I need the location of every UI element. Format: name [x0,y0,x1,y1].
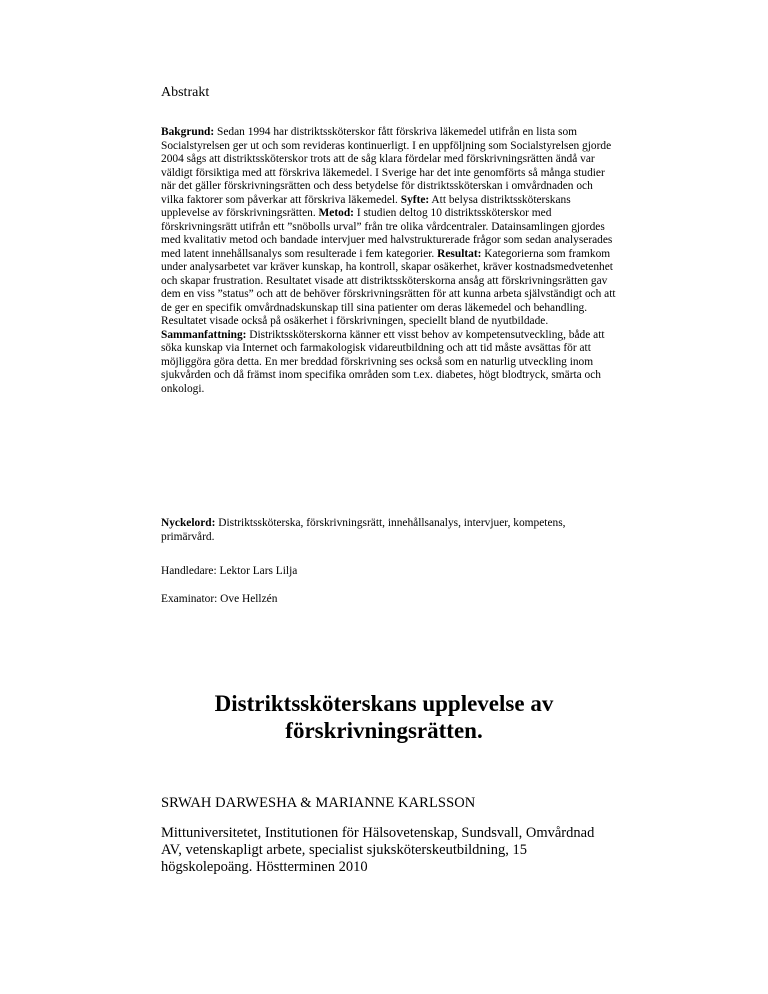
results-text: Kategorierna som framkom under analysarbetet var kräver kunskap, ha kontroll, skapar osäkerhet, kräver kostnadsmedvetenhet och skapar frustration. Resultatet visade att distriktssköterskorna ansåg att förskrivningsrätten gav dem en viss ”status” och att de behöver förskrivningsrätten för att kunna arbeta självständigt och att de ger en specifik omvårdnadskunskap till sina patienter om deras läkemedel och behandling. Resultatet visade också på osäkerhet i förskrivningen, speciellt bland de nyutbildade. [161,247,616,327]
abstract-body [161,126,616,396]
keywords [161,517,601,544]
background-label: Bakgrund: [161,126,215,138]
method-text: I studien deltog 10 distriktssköterskor med förskrivningsrätt utifrån ett ”snöbolls urval” från tre olika vårdcentraler. Datainsamlingen gjordes med kvalitativ metod och bandade intervjuer med halvstrukturerade frågor som sedan analyserades med latent innehållsanalys som resulterade i fem kategorier. [161,207,613,260]
aim-label: Syfte: [400,193,430,206]
examiner: Examinator: Ove Hellzén [161,593,278,605]
results-label: Resultat: [437,247,482,260]
affiliation: Mittuniversitetet, Institutionen för Hälsovetenskap, Sundsvall, Omvårdnad AV, vetenskapligt arbete, specialist sjuksköterskeutbildning, 15 högskolepoäng. Höstterminen 2010 [161,825,595,875]
supervisor: Handledare: Lektor Lars Lilja [161,565,298,577]
aim-text: Att belysa distriktssköterskans upplevelse av förskrivningsrätten. [161,193,571,219]
authors: SRWAH DARWESHA & MARIANNE KARLSSON [161,795,476,811]
abstract-heading: Abstrakt [161,85,210,100]
keywords-label: Nyckelord: [161,517,216,529]
thesis-title: Distriktssköterskans upplevelse av förskrivningsrätten. [214,691,554,743]
summary-label: Sammanfattning: [161,328,247,341]
background-text: Sedan 1994 har distriktssköterskor fått förskriva läkemedel utifrån en lista som Socialstyrelsen ger ut och som revideras kontinuerligt. I en uppföljning som Socialstyrelsen gjorde 2004 sågs att distriktssköterskor trots att de såg klara fördelar med förskrivningsrätten ändå var väldigt försiktiga med att förskriva läkemedel. I Sverige har det inte genomförts så många studier när det gäller förskrivningsrätten och dess betydelse för distriktssköterskan i omvårdnaden och vilka faktorer som påverkar att förskriva läkemedel. [161,126,612,206]
method-label: Metod: [318,207,354,219]
summary-text: Distriktssköterskorna känner ett visst behov av kompetensutveckling, både att söka kunskap via Internet och farmakologisk vidareutbildning och att tid måste avsättas för att möjliggöra göra detta. En mer breddad förskrivning ses också som en naturlig utveckling inom sjukvården och då främst inom specifika områden som t.ex. diabetes, högt blodtryck, smärta och onkologi. [161,328,605,395]
keywords-text: Distriktssköterska, förskrivningsrätt, innehållsanalys, intervjuer, kompetens, primärvård. [161,517,566,543]
